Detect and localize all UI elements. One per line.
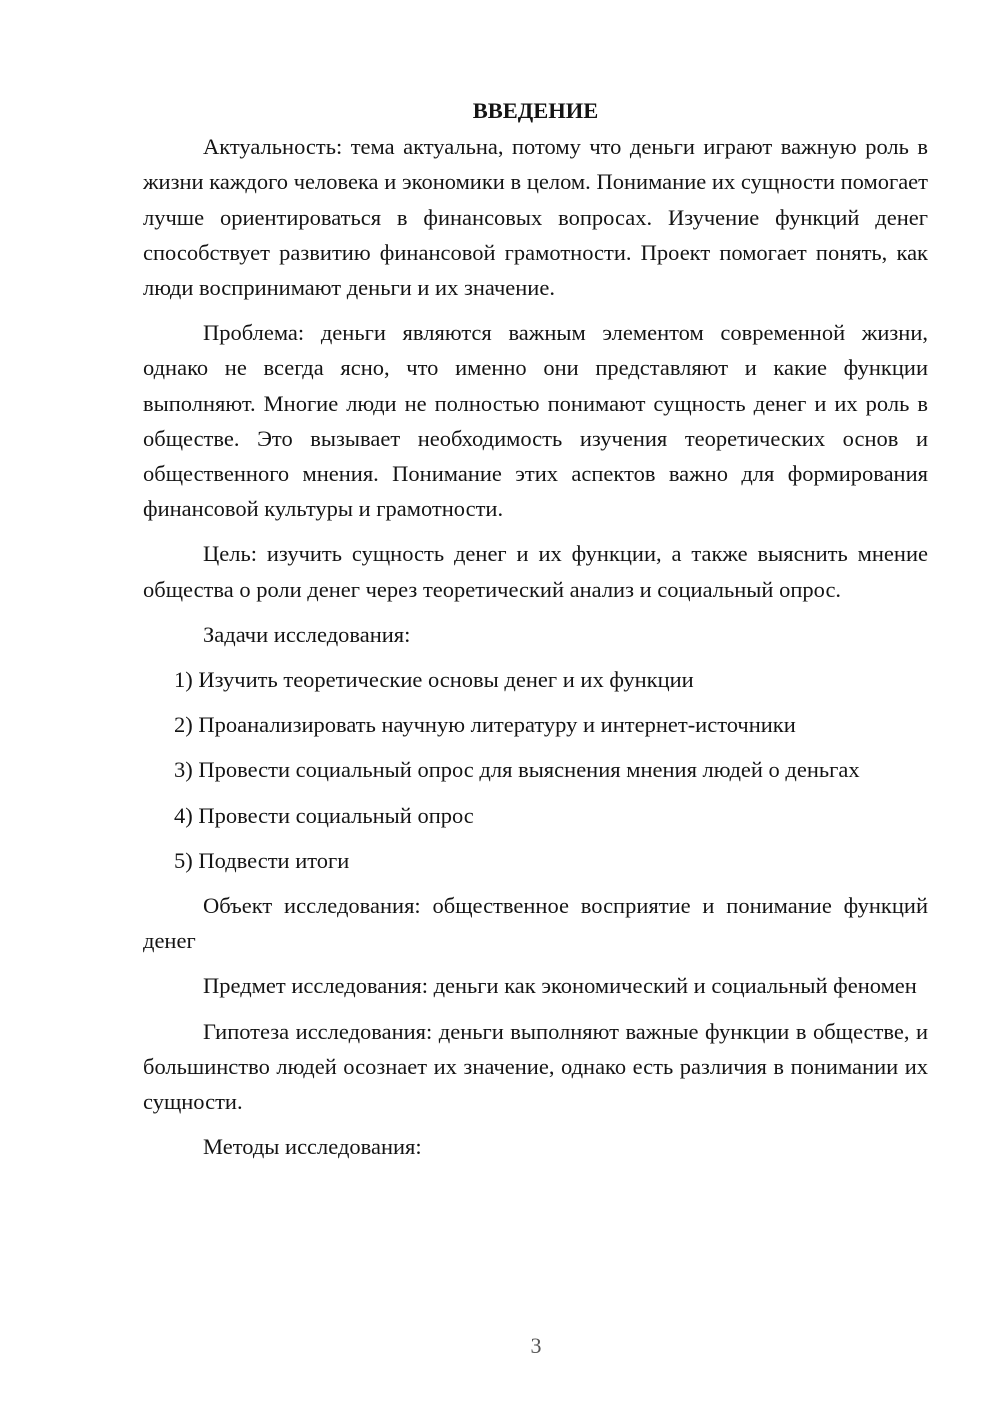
object-paragraph: Объект исследования: общественное восприятие и понимание функций денег bbox=[143, 893, 928, 954]
task-item-4: 4) Провести социальный опрос bbox=[174, 802, 474, 828]
task-item-3: 3) Провести социальный опрос для выяснения мнения людей о деньгах bbox=[174, 757, 860, 783]
task-item-1: 1) Изучить теоретические основы денег и их функции bbox=[174, 667, 694, 693]
document-body bbox=[143, 93, 928, 1174]
goal-paragraph: Цель: изучить сущность денег и их функции, а также выяснить мнение общества о роли денег через теоретический анализ и социальный опрос. bbox=[143, 541, 928, 602]
task-item-2: 2) Проанализировать научную литературу и интернет-источники bbox=[174, 712, 796, 738]
tasks-list bbox=[143, 662, 928, 878]
tasks-heading: Задачи исследования: bbox=[203, 621, 411, 647]
subject-paragraph: Предмет исследования: деньги как экономический и социальный феномен bbox=[203, 973, 917, 999]
methods-heading: Методы исследования: bbox=[203, 1134, 422, 1160]
hypothesis-paragraph: Гипотеза исследования: деньги выполняют важные функции в обществе, и большинство людей осознает их значение, однако есть различия в понимании их сущности. bbox=[143, 1018, 928, 1115]
page-number: 3 bbox=[530, 1333, 542, 1358]
section-title: ВВЕДЕНИЕ bbox=[472, 98, 599, 123]
problem-paragraph: Проблема: деньги являются важным элементом современной жизни, однако не всегда ясно, что именно они представляют и какие функции выполняют. Многие люди не полностью понимают сущность денег и их роль в обществе. Это вызывает необходимость изучения теоретических основ и общественного мнения. Понимание этих аспектов важно для формирования финансовой культуры и грамотности. bbox=[143, 320, 928, 522]
relevance-paragraph: Актуальность: тема актуальна, потому что деньги играют важную роль в жизни каждого человека и экономики в целом. Понимание их сущности помогает лучше ориентироваться в финансовых вопросах. Изучение функций денег способствует развитию финансовой грамотности. Проект помогает понять, как люди воспринимают деньги и их значение. bbox=[143, 134, 928, 301]
task-item-5: 5) Подвести итоги bbox=[174, 847, 350, 873]
